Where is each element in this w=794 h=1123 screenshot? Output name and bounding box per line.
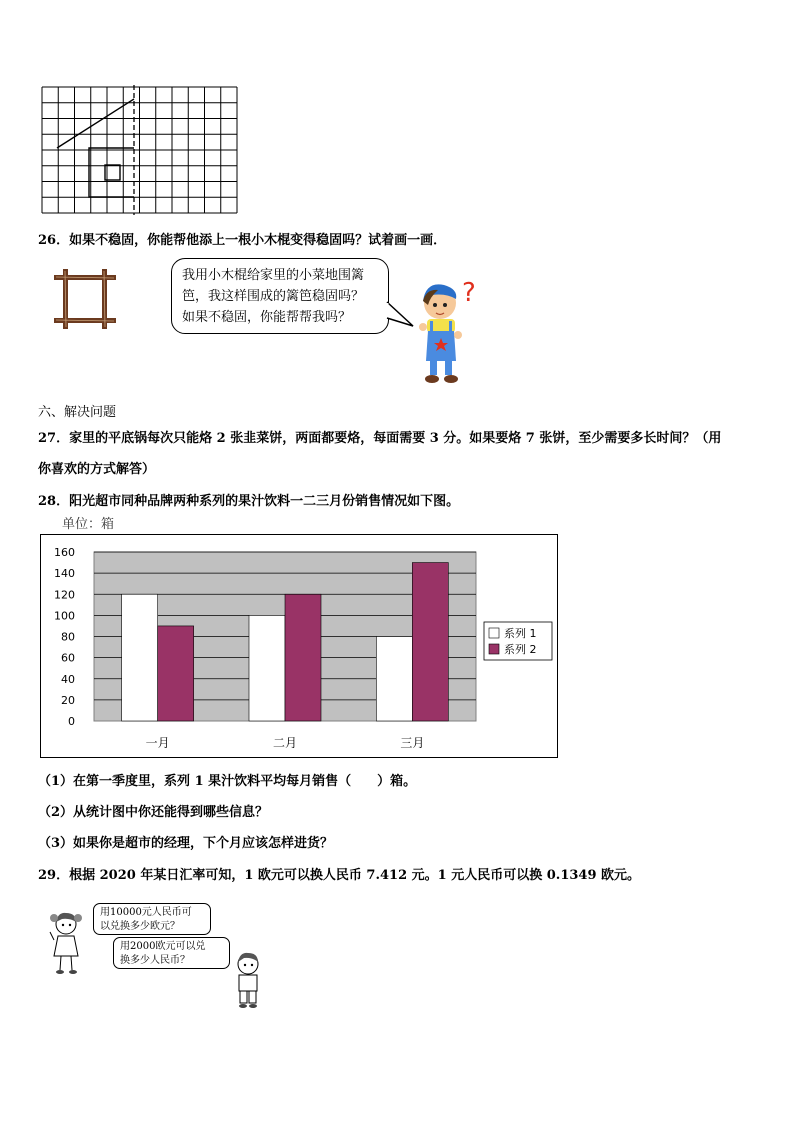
boy-speech-line-2: 换多少人民币？ bbox=[120, 955, 190, 966]
y-tick-label: 60 bbox=[61, 651, 75, 665]
question-28-part-2: （2）从统计图中你还能得到哪些信息？ bbox=[38, 805, 269, 820]
bar-series-1-3 bbox=[376, 637, 412, 722]
sales-bar-chart bbox=[40, 534, 558, 758]
cartoon-boy-small-illustration bbox=[228, 950, 268, 1012]
question-28-part-3: （3）如果你是超市的经理，下个月应该怎样进货？ bbox=[38, 836, 334, 851]
house-roof-line bbox=[57, 99, 134, 148]
girl-speech-line-2: 以兑换多少欧元？ bbox=[100, 921, 180, 932]
legend-label: 系列 2 bbox=[504, 643, 537, 656]
question-28-part-1: （1）在第一季度里，系列 1 果汁饮料平均每月销售（ ）箱。 bbox=[38, 774, 417, 789]
y-tick-label: 40 bbox=[61, 672, 75, 686]
bar-series-1-2 bbox=[249, 615, 285, 721]
question-28: 28．阳光超市同种品牌两种系列的果汁饮料一二三月份销售情况如下图。 bbox=[38, 494, 460, 509]
question-27-line-1: 27．家里的平底锅每次只能烙 2 张韭菜饼，两面都要烙，每面需要 3 分。如果要烙 7 张饼，至少需要多长时间？（用 bbox=[38, 431, 722, 446]
speech-line-2: 笆，我这样围成的篱笆稳固吗？ bbox=[182, 289, 365, 304]
speech-bubble bbox=[171, 258, 389, 334]
speech-line-1: 我用小木棍给家里的小菜地围篱 bbox=[182, 268, 365, 283]
bar-series-2-2 bbox=[285, 594, 321, 721]
legend-label: 系列 1 bbox=[504, 627, 537, 640]
bar-series-2-3 bbox=[412, 563, 448, 721]
girl-speech-bubble bbox=[93, 903, 211, 935]
boy-speech-bubble bbox=[113, 937, 230, 969]
boy-speech-line-1: 用2000欧元可以兑 bbox=[120, 941, 206, 952]
x-tick-label: 二月 bbox=[272, 736, 298, 750]
question-27-line-2: 你喜欢的方式解答） bbox=[38, 462, 156, 477]
girl-speech-line-1: 用10000元人民币可 bbox=[100, 907, 192, 918]
house-wall bbox=[89, 148, 134, 197]
question-26: 26．如果不稳固，你能帮他添上一根小木棍变得稳固吗？试着画一画． bbox=[38, 233, 447, 248]
wooden-fence-icon bbox=[52, 268, 118, 330]
y-tick-label: 160 bbox=[54, 546, 75, 559]
y-tick-label: 100 bbox=[54, 609, 75, 623]
question-29: 29．根据 2020 年某日汇率可知，1 欧元可以换人民币 7.412 元。1 元人民币可以换 0.1349 欧元。 bbox=[38, 868, 641, 883]
cartoon-girl-illustration bbox=[48, 910, 88, 976]
legend-swatch bbox=[489, 628, 499, 638]
y-tick-label: 80 bbox=[61, 630, 75, 644]
cartoon-boy-illustration bbox=[410, 275, 490, 390]
chart-unit-label: 单位：箱 bbox=[62, 517, 115, 532]
grid-figure bbox=[40, 85, 244, 217]
bar-series-2-1 bbox=[158, 626, 194, 721]
y-tick-label: 0 bbox=[68, 715, 75, 728]
x-tick-label: 一月 bbox=[145, 736, 170, 750]
y-tick-label: 120 bbox=[54, 588, 75, 602]
question-mark-icon: ? bbox=[462, 278, 476, 308]
speech-line-3: 如果不稳固，你能帮帮我吗？ bbox=[182, 310, 352, 325]
y-tick-label: 20 bbox=[61, 693, 75, 707]
x-tick-label: 三月 bbox=[400, 736, 425, 750]
section-title: 六、解决问题 bbox=[38, 405, 117, 420]
legend-swatch bbox=[489, 644, 499, 654]
y-tick-label: 140 bbox=[54, 567, 75, 581]
bar-series-1-1 bbox=[122, 594, 158, 721]
